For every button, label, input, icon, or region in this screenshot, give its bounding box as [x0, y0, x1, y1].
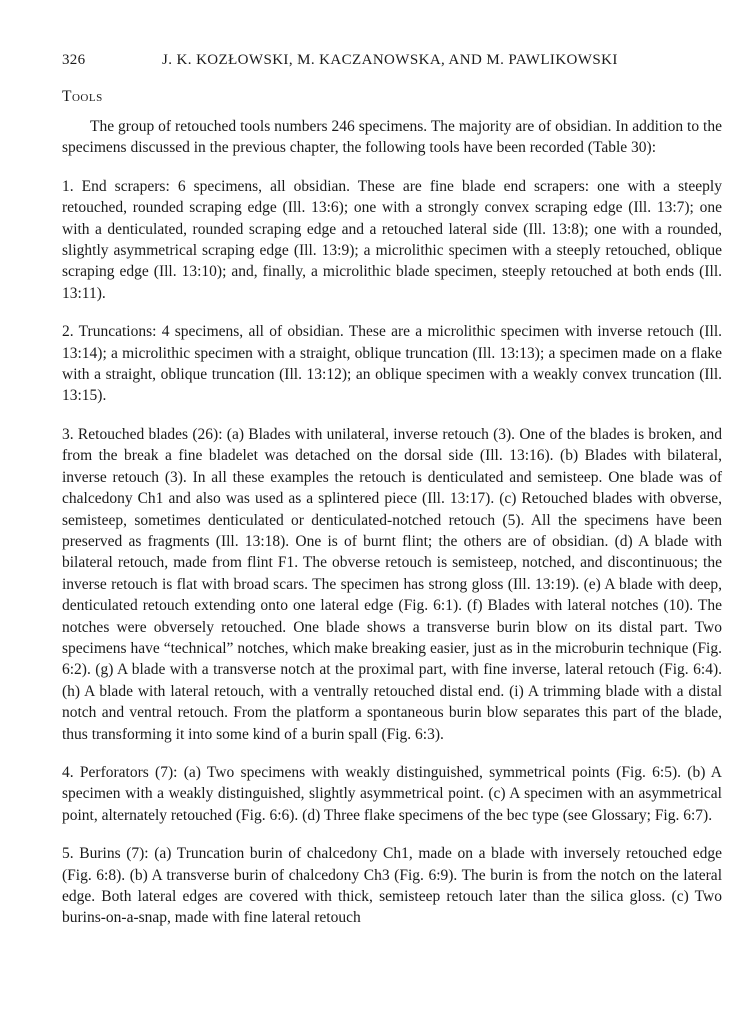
perforators-paragraph: 4. Perforators (7): (a) Two specimens with weakly distinguished, symmetrical points (Fig. 6:5). (b) A specimen with a weakly distinguished, slightly asymmetrical point. (c) A specimen with an asymmetrical point, alternately retouched (Fig. 6:6). (d) Three flake specimens of the bec type (see Glossary; Fig. 6:7). — [62, 763, 722, 824]
running-head-authors: J. K. KOZŁOWSKI, M. KACZANOWSKA, AND M. PAWLIKOWSKI — [162, 52, 618, 68]
page — [62, 52, 722, 929]
end-scrapers-paragraph: 1. End scrapers: 6 specimens, all obsidian. These are fine blade end scrapers: one with a steeply retouched, rounded scraping edge (Ill. 13:6); one with a strongly convex scraping edge (Ill. 13:7); one with a denticulated, rounded scraping edge and a retouched lateral side (Ill. 13:8); one with a rounded, slightly asymmetrical scraping edge (Ill. 13:9); a microlithic specimen with a steeply retouched, oblique scraping edge (Ill. 13:10); and, finally, a microlithic blade specimen, steeply retouched at both ends (Ill. 13:11). — [62, 177, 722, 302]
intro-paragraph: The group of retouched tools numbers 246 specimens. The majority are of obsidian. In addition to the specimens discussed in the previous chapter, the following tools have been recorded (Table 30): — [62, 118, 722, 157]
running-head — [62, 52, 722, 74]
retouched-blades-paragraph: 3. Retouched blades (26): (a) Blades with unilateral, inverse retouch (3). One of the blades is broken, and from the break a fine bladelet was detached on the dorsal side (Ill. 13:16). (b) Blades with bilateral, inverse retouch (3). In all these examples the retouch is denticulated and semisteep. One blade was of chalcedony Ch1 and also was used as a splintered piece (Ill. 13:17). (c) Retouched blades with obverse, semisteep, sometimes denticulated or denticulated-notched retouch (5). All the specimens have been preserved as fragments (Ill. 13:18). One is of burnt flint; the others are of obsidian. (d) A blade with bilateral retouch, made from flint F1. The obverse retouch is semisteep, notched, and discontinuous; the inverse retouch is flat with broad scars. The specimen has strong gloss (Ill. 13:19). (e) A blade with deep, denticulated retouch extending onto one lateral edge (Fig. 6:1). (f) Blades with lateral notches (10). The notches were obversely retouched. One blade shows a transverse burin blow on its distal part. Two specimens have “technical” notches, which make breaking easier, just as in the microburin technique (Fig. 6:2). (g) A blade with a transverse notch at the proximal part, with fine inverse, lateral retouch (Fig. 6:4). (h) A blade with lateral retouch, with a ventrally retouched distal end. (i) A trimming blade with a distal notch and ventral retouch. From the platform a spontaneous burin blow separates this part of the blade, thus transforming it into some kind of a burin spall (Fig. 6:3). — [62, 425, 722, 743]
truncations-paragraph: 2. Truncations: 4 specimens, all of obsidian. These are a microlithic specimen with inverse retouch (Ill. 13:14); a microlithic specimen with a straight, oblique truncation (Ill. 13:13); a specimen made on a flake with a straight, oblique truncation (Ill. 13:12); an oblique specimen with a weakly convex truncation (Ill. 13:15). — [62, 323, 722, 405]
page-number: 326 — [62, 52, 86, 68]
section-title: Tools — [62, 88, 103, 105]
burins-paragraph: 5. Burins (7): (a) Truncation burin of chalcedony Ch1, made on a blade with inversely retouched edge (Fig. 6:8). (b) A transverse burin of chalcedony Ch3 (Fig. 6:9). The burin is from the notch on the lateral edge. Both lateral edges are covered with thick, semisteep retouch later than the silica gloss. (c) Two burins-on-a-snap, made with fine lateral retouch — [62, 845, 722, 927]
